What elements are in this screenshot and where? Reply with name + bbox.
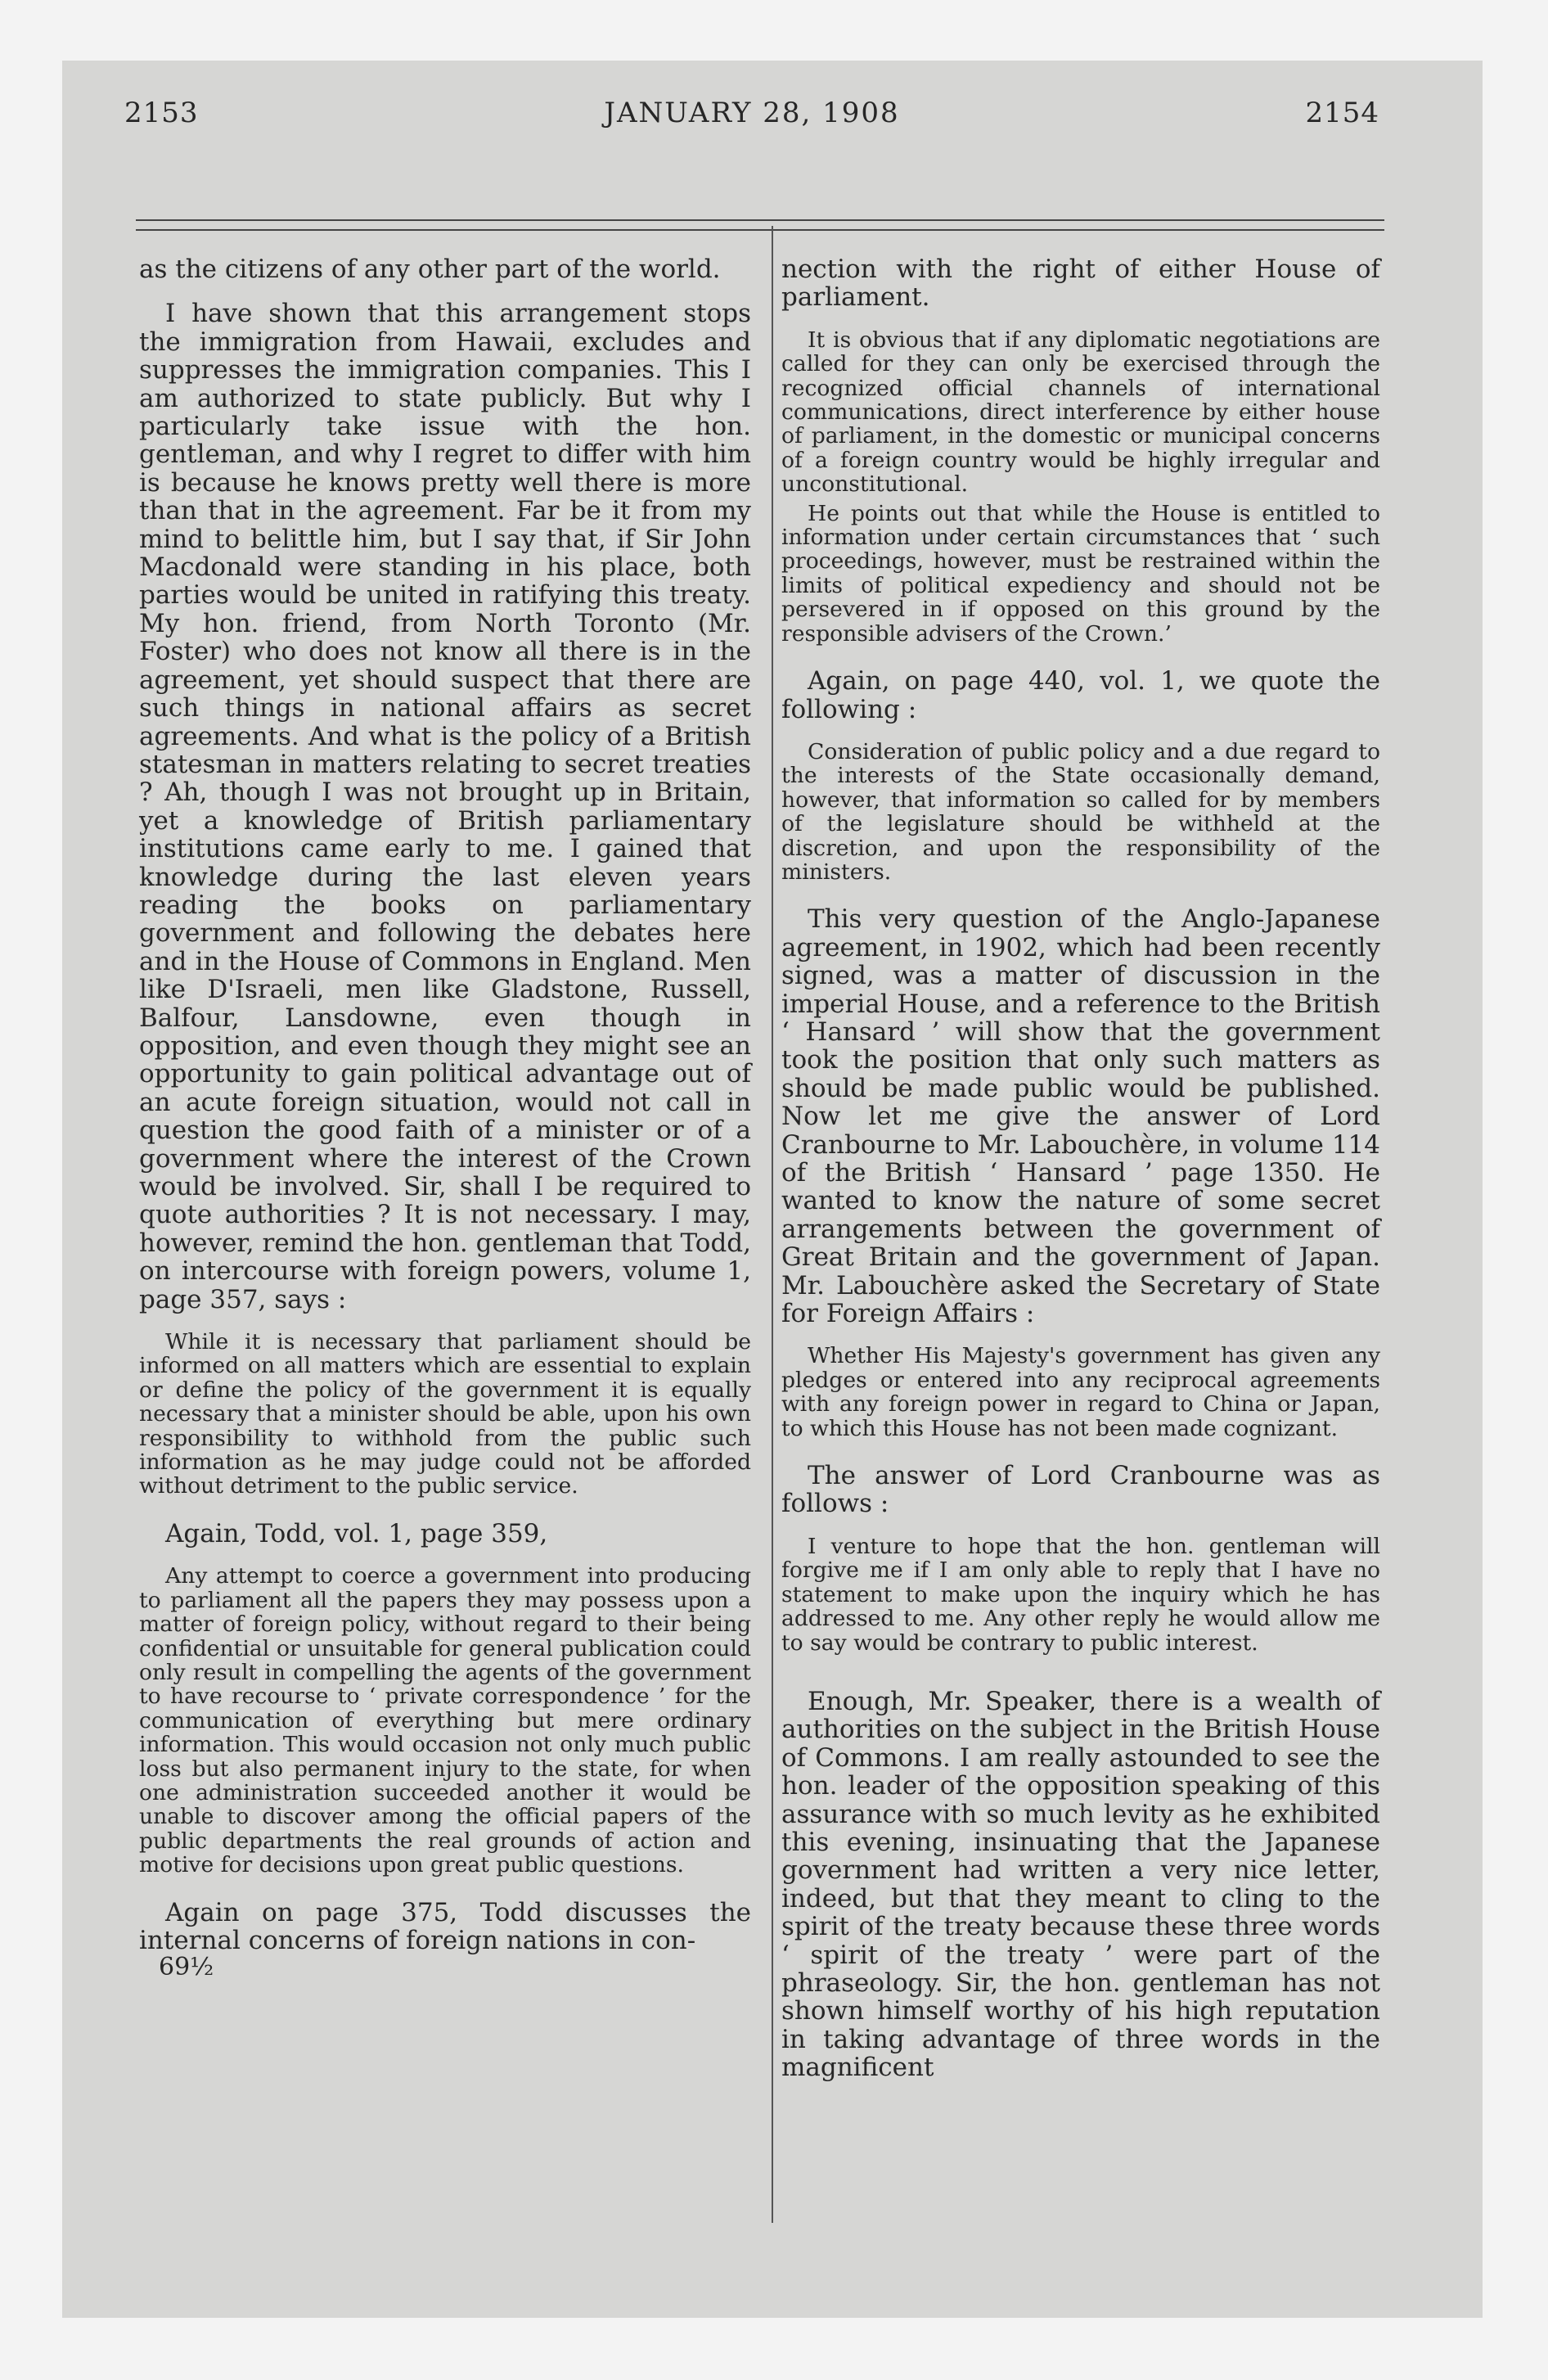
signature-mark: 69½ — [159, 1953, 214, 1982]
left-column — [139, 255, 751, 1981]
paragraph: Again, Todd, vol. 1, page 359, — [165, 1518, 548, 1548]
paragraph: Enough, Mr. Speaker, there is a wealth of authorities on the subject in the British House of Commons. I am really astounded to see the hon. leader of the opposition speaking of this assurance with so much levity as he exhibited this evening, insinuating that the Japanese government had written a very nice letter, indeed, but that they meant to cling to the spirit of the treaty because these three words ‘ spirit of the treaty ’ were part of the phraseology. Sir, the hon. gentleman has not shown himself worthy of his high reputation in taking advantage of three words in the magnificent — [781, 1686, 1380, 2083]
paragraph: The answer of Lord Cranbourne was as follows : — [781, 1461, 1380, 1519]
paragraph: as the citizens of any other part of the world. — [139, 255, 721, 284]
header-rule-top — [136, 219, 1384, 221]
header-rule-bottom — [136, 229, 1384, 231]
block-quote: It is obvious that if any diplomatic negotiations are called for they can only be exercised through the recognized official channels of international communications, direct interference by either house of parliament, in the domestic or municipal concerns of a foreign country would be highly irregular and unconstitutional. — [781, 327, 1380, 498]
page-title: JANUARY 28, 1908 — [604, 97, 900, 129]
block-quote: He points out that while the House is entitled to information under certain circumstances that ‘ such proceedings, however, must be restrained within the limits of political expediency and should not be persevered in if opposed on this ground by the responsible advisers of the Crown.’ — [781, 500, 1380, 647]
paragraph: Again, on page 440, vol. 1, we quote the following : — [781, 666, 1380, 724]
block-quote: Any attempt to coerce a government into producing to parliament all the papers they may possess upon a matter of foreign policy, without regard to their being confidential or unsuitable for general publication could only result in compelling the agents of the government to have recourse to ‘ private correspondence ’ for the communication of everything but mere ordinary information. This would occasion not only much public loss but also permanent injury to the state, for when one administration succeeded another it would be unable to discover among the official papers of the public departments the real grounds of action and motive for decisions upon great public questions. — [139, 1563, 751, 1878]
paragraph: nection with the right of either House of parliament. — [781, 255, 1380, 313]
column-divider — [772, 226, 773, 2223]
right-column — [781, 255, 1380, 2098]
paragraph: Again on page 375, Todd discusses the internal concerns of foreign nations in con- — [139, 1897, 751, 1955]
block-quote: Consideration of public policy and a due regard to the interests of the State occasionally demand, however, that information so called for by members of the legislature should be withheld at the discretion, and upon the responsibility of the ministers. — [781, 738, 1380, 885]
paragraph: I have shown that this arrangement stops the immigration from Hawaii, excludes and suppresses the immigration companies. This I am authorized to state publicly. But why I particularly take issue with the hon. gentleman, and why I regret to differ with him is because he knows pretty well there is more than that in the agreement. Far be it from my mind to belittle him, but I say that, if Sir John Macdonald were standing in his place, both parties would be united in ratifying this treaty. My hon. friend, from North Toronto (Mr. Foster) who does not know all there is in the agreement, yet should suspect that there are such things in national affairs as secret agreements. And what is the policy of a British statesman in matters relating to secret treaties ? Ah, though I was not brought up in Britain, yet a knowledge of British parliamentary institutions came early to me. I gained that knowledge during the last eleven years reading the books on parliamentary government and following the debates here and in the House of Commons in England. Men like D'Israeli, men like Gladstone, Russell, Balfour, Lansdowne, even though in opposition, and even though they might see an opportunity to gain political advantage out of an acute foreign situation, would not call in question the good faith of a minister or of a government where the interest of the Crown would be involved. Sir, shall I be required to quote authorities ? It is not necessary. I may, however, remind the hon. gentleman that Todd, on intercourse with foreign powers, volume 1, page 357, says : — [139, 299, 751, 1314]
paragraph: This very question of the Anglo-Japanese agreement, in 1902, which had been recently signed, was a matter of discussion in the imperial House, and a reference to the British ‘ Hansard ’ will show that the government took the position that only such matters as should be made public would be published. Now let me give the answer of Lord Cranbourne to Mr. Labouchère, in volume 114 of the British ‘ Hansard ’ page 1350. He wanted to know the nature of some secret arrangements between the government of Great Britain and the government of Japan. Mr. Labouchère asked the Secretary of State for Foreign Affairs : — [781, 904, 1380, 1329]
page-number-left: 2153 — [124, 97, 199, 129]
page-header — [124, 97, 1379, 146]
block-quote: Whether His Majesty's government has given any pledges or entered into any reciprocal agreements with any foreign power in regard to China or Japan, to which this House has not been made cognizant. — [781, 1343, 1380, 1441]
block-quote: I venture to hope that the hon. gentleman will forgive me if I am only able to reply that I have no statement to make upon the inquiry which he has addressed to me. Any other reply he would allow me to say would be contrary to public interest. — [781, 1533, 1380, 1656]
block-quote: While it is necessary that parliament should be informed on all matters which are essential to explain or define the policy of the government it is equally necessary that a minister should be able, upon his own responsibility to withhold from the public such information as he may judge could not be afforded without detriment to the public service. — [139, 1329, 751, 1499]
page-number-right: 2154 — [1305, 97, 1379, 129]
